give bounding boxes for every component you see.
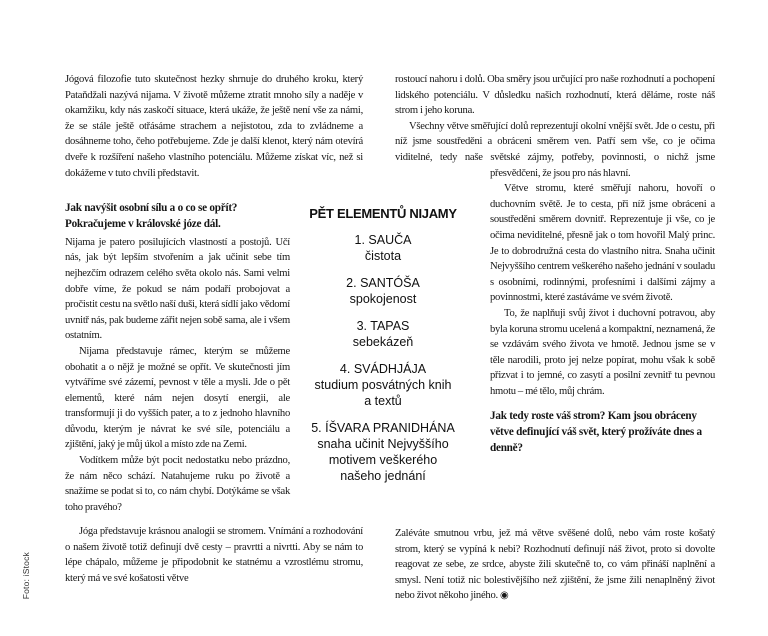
right-column: [395, 72, 715, 604]
body-paragraph: Větve stromu, které směřují nahoru, hovoří o duchovním světě. Je to cesta, při níž jsme obráceni a soustředěni směrem dovnitř. Reprezentuje ji vše, co je očima neviditelné, přesně jak o tom hovořil Malý princ. Je to dobrodružná cesta do vlastního nitra. Snaha učinit Nejvyššího centrem veškerého našeho jednání v souladu s osobními, rodinnými, profesními i dalšími zájmy a povinnostmi, které zastáváme ve svém životě.: [490, 183, 715, 304]
element-description: spokojenost: [349, 292, 417, 306]
list-title: PĚT ELEMENTŮ NIJAMY: [309, 206, 457, 221]
element-description: snaha učinit Nejvyššího motivem veškerého našeho jednání: [317, 437, 449, 483]
text-wrap-spacer: [395, 170, 490, 522]
body-paragraph: rostoucí nahoru i dolů. Oba směry jsou určující pro naše rozhodnutí a pochopení lidského potenciálu. V důsledku našich rozhodnutí, která děláme, roste náš strom i jeho koruna.: [395, 74, 715, 117]
closing-paragraph: [395, 522, 715, 604]
element-name: 5. ÍŠVARA PRANIDHÁNA: [311, 421, 455, 435]
element-name: 2. SANTÓŠA: [346, 276, 420, 290]
intro-paragraph: Jógová filozofie tuto skutečnost hezky shrnuje do druhého kroku, který Pataňdžali nazývá nijama. V životě můžeme ztratit mnoho síly a naděje v okamžiku, kdy nás zaskočí situace, která ukáže, že ještě není vše za námi, že se stále ještě otřásáme strachem a nejistotou, zda to zvládneme a dosáhneme toho, čeho potřebujeme. Zde je další klenot, který nám otevírá dveře k rozšíření našeho vlastního potenciálu. Můžeme získat víc, než si dokážeme v tuto chvíli představit.: [65, 74, 363, 179]
element-description: studium posvátných knih a textů: [314, 378, 452, 408]
body-paragraph: Vodítkem může být pocit nedostatku nebo prázdno, že nám něco schází. Natahujeme ruku po životě a snažíme se podat si to, co nám chybí. Dotýkáme se však toho pravého?: [65, 455, 290, 513]
element-name: 3. TAPAS: [356, 319, 410, 333]
body-paragraph: Nijama je patero posilujících vlastností a postojů. Učí nás, jak být lepším stvořením a jak učinit sebe tím nejhezčím odrazem celého světa okolo nás. Sami velmi dobře víme, že pokud se nám podaří probojovat a pročistit cestu na světlo naší duši, která sídlí jako vědomí uvnitř nás, pak budeme zářit nejen sobě sama, ale i všem ostatním.: [65, 236, 290, 342]
body-paragraph: Nijama představuje rámec, kterým se můžeme obohatit a o nějž je možné se opřít. Ve skutečnosti jím vytváříme své zázemí, pevnost v těle a mysli. Jde o pět elementů, které nám nejen dosytí energii, ale transformují ji do vyšších pater, a to z jednoho hlavního důvodu, kterým je návrat ke své síle, potenciálu a zjištění, jaký je můj úkol a místo zde na Zemi.: [65, 345, 290, 451]
element-name: 1. SAUČA: [354, 233, 412, 247]
closing-text: Zaléváte smutnou vrbu, jež má větve svěšené dolů, nebo vám roste košatý strom, který se vypíná k nebi? Rozhodnutí definují náš život, proto si dovolte reagovat ze sebe, ze srdce, abyste žili skutečně to, co vám přináší naplnění a smysl. Není totiž nic bolestivějšího než zjištění, že jsme žili nenaplněný život nebo život někoho jiného.: [395, 528, 715, 602]
element-name: 4. SVÁDHJÁJA: [339, 362, 427, 376]
element-description: čistota: [364, 249, 402, 263]
photo-credit: Foto: iStock: [21, 552, 31, 600]
article-end-mark: ◉: [500, 590, 509, 602]
body-paragraph: Jóga představuje krásnou analogii se stromem. Vnímání a rozhodování o našem životě totiž definují dvě cesty – pravrtti a nivrtti. Aby se nám to lépe chápalo, můžeme je připodobnit ke statnému a vzrostlému stromu, který má ve své košatosti větve: [65, 526, 363, 584]
left-section-heading: Jak navýšit osobní sílu a o co se opřít? Pokračujeme v královské józe dál.: [65, 202, 238, 230]
body-paragraph: To, že naplňuji svůj život i duchovní potravou, aby byla koruna stromu ucelená a kompaktní, neznamená, že se vzdávám svého života ve hmotě. Jednou jsme se v těle narodili, proto jej nelze popírat, mohu však k sobě přizvat i to jemné, co zasytí a posilní zevnitř tu pevnou hmotu – mé tělo, můj chrám.: [490, 307, 715, 397]
right-section-heading: Jak tedy roste váš strom? Kam jsou obráceny větve definující váš svět, který prožíváte dnes a denně?: [490, 410, 702, 455]
body-paragraph: Všechny větve směřující dolů reprezentují okolní vnější svět. Jde o cestu, při níž jsme soustředěni a obráceni směrem ven. Patří sem vše, co je očima viditelné, tedy naše světské zájmy, potřeby, povinnosti, o nichž jsme přesvědčeni, že jsou pro nás hlavní.: [395, 120, 715, 179]
element-description: sebekázeň: [352, 335, 414, 349]
